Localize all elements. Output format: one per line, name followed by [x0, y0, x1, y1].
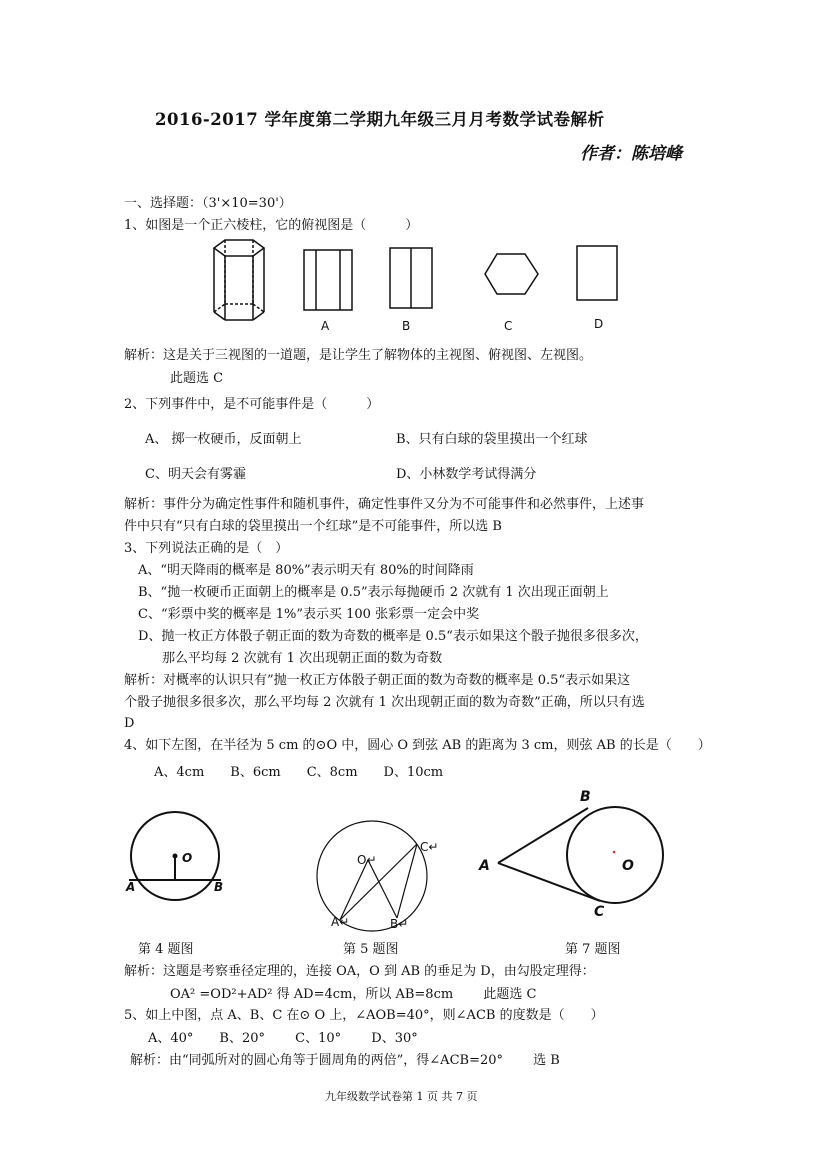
q4-answer-line2: OA² =OD²+AD² 得 AD=4cm，所以 AB=8cm 此题选 C — [170, 987, 537, 1002]
q4-stem: 4、如下左图，在半径为 5 cm 的⊙O 中，圆心 O 到弦 AB 的距离为 3 cm，则弦 AB 的长是（ ） — [124, 738, 711, 753]
fig4-label-a: A — [126, 880, 136, 894]
fig7-label-o: O — [622, 858, 634, 874]
q3-option-b: B、“抛一枚硬币正面朝上的概率是 0.5”表示每抛硬币 2 次就有 1 次出现正面朝上 — [138, 585, 609, 600]
q1-answer-line2: 此题选 C — [170, 371, 224, 386]
q3-answer-line1: 解析：对概率的认识只有”抛一枚正方体骰子朝正面的数为奇数的概率是 0.5“表示如果这 — [124, 673, 631, 688]
q1-label-d: D — [594, 317, 604, 331]
fig7-label-b: B — [580, 789, 591, 805]
q2-option-d: D、小林数学考试得满分 — [396, 467, 537, 482]
option-d-figure — [577, 246, 617, 300]
author: 作者：陈培峰 — [580, 144, 682, 164]
q1-stem: 1、如图是一个正六棱柱，它的俯视图是（ ） — [124, 218, 419, 233]
page-footer: 九年级数学试卷第 1 页 共 7 页 — [325, 1090, 478, 1103]
hexagonal-prism-figure — [214, 240, 264, 320]
fig5-label-b: B↵ — [390, 917, 409, 931]
q5-stem: 5、如上中图，点 A、B、C 在⊙ O 上，∠AOB=40°，则∠ACB 的度数是（ ） — [124, 1008, 604, 1023]
q3-option-a: A、“明天降雨的概率是 80%”表示明天有 80%的时间降雨 — [138, 563, 474, 578]
option-c-figure — [485, 254, 538, 294]
q5-answer: 解析：由“同弧所对的圆心角等于圆周角的两倍”，得∠ACB=20° 选 B — [130, 1053, 560, 1068]
fig4-label-b: B — [214, 880, 224, 894]
fig7-label-a: A — [479, 858, 490, 874]
q4-options: A、4cm B、6cm C、8cm D、10cm — [154, 765, 444, 780]
fig5-label-a: A↵ — [331, 915, 350, 929]
q3-stem: 3、下列说法正确的是（ ） — [124, 541, 289, 556]
q1-label-c: C — [504, 319, 513, 333]
q1-label-a: A — [321, 319, 330, 333]
q3-option-c: C、“彩票中奖的概率是 1%”表示买 100 张彩票一定会中奖 — [138, 607, 480, 622]
q2-answer-line2: 件中只有“只有白球的袋里摸出一个红球”是不可能事件，所以选 B — [124, 519, 502, 534]
fig4-caption: 第 4 题图 — [138, 942, 194, 957]
option-a-figure — [304, 250, 352, 310]
fig5-label-o: O↵ — [357, 853, 377, 867]
q3-option-d-line1: D、抛一枚正方体骰子朝正面的数为奇数的概率是 0.5“表示如果这个骰子抛很多很多次， — [138, 629, 648, 644]
fig5-label-c: C↵ — [420, 840, 439, 854]
page-title: 2016-2017 学年度第二学期九年级三月月考数学试卷解析 — [155, 110, 605, 129]
q2-stem: 2、下列事件中，是不可能事件是（ ） — [124, 397, 380, 412]
q2-option-b: B、只有白球的袋里摸出一个红球 — [396, 432, 588, 447]
q2-answer-line1: 解析：事件分为确定性事件和随机事件，确定性事件又分为不可能事件和必然事件，上述事 — [124, 497, 645, 512]
fig4-label-o: O — [182, 851, 193, 865]
q1-answer-line1: 解析：这是关于三视图的一道题，是让学生了解物体的主视图、俯视图、左视图。 — [124, 348, 593, 363]
option-b-figure — [390, 248, 432, 308]
section-heading: 一、选择题：（3'×10=30'） — [124, 196, 292, 211]
q3-answer-line2: 个骰子抛很多很多次，那么平均每 2 次就有 1 次出现朝正面的数为奇数”正确，所以只有选 — [124, 695, 645, 710]
fig5-caption: 第 5 题图 — [343, 942, 399, 957]
q2-option-c: C、明天会有雾霾 — [145, 467, 246, 482]
fig7-caption: 第 7 题图 — [565, 942, 621, 957]
q2-option-a: A、 掷一枚硬币，反面朝上 — [145, 432, 302, 447]
q3-answer-line3: D — [124, 716, 135, 731]
fig7-tangent-lines — [490, 795, 670, 915]
fig7-label-c: C — [594, 904, 605, 920]
q5-options: A、40° B、20° C、10° D、30° — [148, 1031, 418, 1046]
q1-label-b: B — [402, 319, 411, 333]
q3-option-d-line2: 那么平均每 2 次就有 1 次出现朝正面的数为奇数 — [162, 651, 443, 666]
q4-answer-line1: 解析：这题是考察垂径定理的，连接 OA，O 到 AB 的垂足为 D，由勾股定理得： — [124, 964, 595, 979]
